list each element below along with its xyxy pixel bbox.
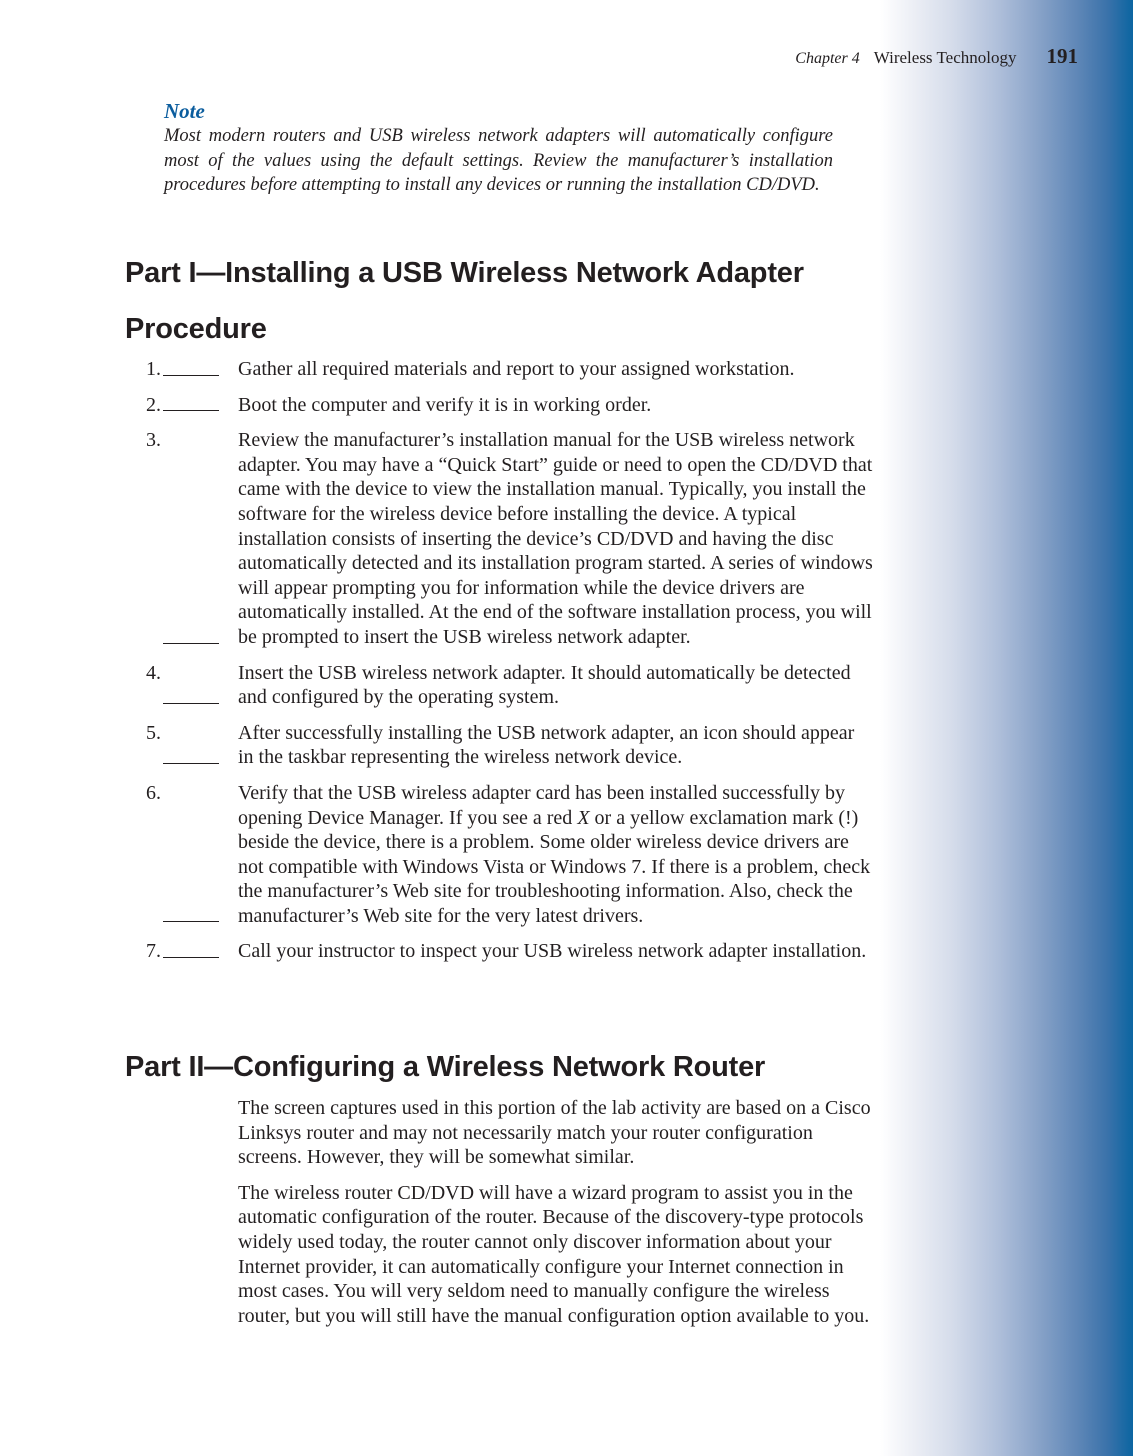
step-checkoff-blank bbox=[163, 393, 219, 418]
procedure-steps-list bbox=[125, 357, 885, 975]
chapter-title: Wireless Technology bbox=[873, 48, 1017, 67]
procedure-step bbox=[125, 428, 885, 649]
part2-paragraph: The screen captures used in this portion of the lab activity are based on a Cisco Linksys router and may not necessarily match your router configuration screens. However, they will be somewhat similar. bbox=[238, 1097, 871, 1169]
procedure-step bbox=[125, 661, 885, 710]
procedure-step bbox=[125, 393, 885, 418]
part2-body bbox=[238, 1096, 874, 1339]
step-text: Gather all required materials and report to your assigned workstation. bbox=[238, 358, 795, 380]
step-checkoff-blank bbox=[163, 357, 219, 382]
step-checkoff-blank bbox=[163, 661, 219, 710]
step-text-part: Verify that the USB wireless adapter card has been installed successfully by opening Device Manager. If you see a red bbox=[238, 781, 846, 829]
step-number: 1. bbox=[146, 358, 161, 380]
step-checkoff-blank bbox=[163, 781, 219, 929]
step-text bbox=[238, 781, 874, 929]
step-checkoff-blank bbox=[163, 939, 219, 964]
procedure-heading: Procedure bbox=[125, 313, 267, 345]
page-number: 191 bbox=[1046, 44, 1078, 68]
procedure-step bbox=[125, 721, 885, 770]
step-text: Review the manufacturer’s installation manual for the USB wireless network adapter. You may have a “Quick Start” guide or need to open the CD/DVD that came with the device to view the installation manual. Typically, you install the software for the wireless device before installing the device. A typical installation consists of inserting the device’s CD/DVD and having the disc automatically detected and its installation program started. A series of windows will appear prompting you for information while the device drivers are automatically installed. At the end of the software installation process, you will be prompted to insert the USB wireless network adapter. bbox=[238, 429, 873, 648]
step-number: 2. bbox=[146, 393, 161, 416]
step-number: 4. bbox=[146, 661, 161, 684]
step-number: 6. bbox=[146, 781, 161, 804]
step-text: Call your instructor to inspect your USB wireless network adapter installation. bbox=[238, 940, 867, 963]
step-number: 5. bbox=[146, 721, 161, 744]
part1-heading: Part I—Installing a USB Wireless Network Adapter bbox=[125, 257, 804, 289]
note-text: Most modern routers and USB wireless network adapters will automatically configure most of the values using the default settings. Review the manufacturer’s installation procedures before attempting to install any devices or running the installation CD/DVD. bbox=[164, 126, 833, 196]
step-number: 7. bbox=[146, 940, 161, 963]
note-box bbox=[164, 98, 833, 198]
running-head bbox=[700, 44, 1078, 69]
step-text: Boot the computer and verify it is in working order. bbox=[238, 393, 652, 416]
procedure-step bbox=[125, 357, 885, 382]
step-text-italic: X bbox=[577, 806, 590, 829]
step-checkoff-blank bbox=[163, 721, 219, 770]
step-text-part: or a yellow exclamation mark (!) beside the device, there is a problem. Some older wireless device drivers are not compatible with Windows Vista or Windows 7. If there is a problem, check the manufacturer’s Web site for troubleshooting information. Also, check the manufacturer’s Web site for the very latest drivers. bbox=[238, 806, 871, 927]
chapter-label: Chapter 4 bbox=[795, 50, 860, 67]
procedure-step bbox=[125, 781, 885, 929]
decorative-side-gradient-band bbox=[880, 0, 1133, 1456]
part2-paragraph: The wireless router CD/DVD will have a wizard program to assist you in the automatic configuration of the router. Because of the discovery-type protocols widely used today, the router cannot only discover information about your Internet provider, it can automatically configure your Internet connection in most cases. You will very seldom need to manually configure the wireless router, but you will still have the manual configuration option available to you. bbox=[238, 1181, 870, 1327]
procedure-step bbox=[125, 939, 885, 964]
step-text: Insert the USB wireless network adapter. It should automatically be detected and configured by the operating system. bbox=[238, 661, 851, 709]
step-checkoff-blank bbox=[163, 428, 219, 649]
step-number: 3. bbox=[146, 429, 161, 452]
part2-heading: Part II—Configuring a Wireless Network Router bbox=[125, 1051, 766, 1083]
note-label: Note bbox=[164, 99, 205, 123]
step-text: After successfully installing the USB network adapter, an icon should appear in the taskbar representing the wireless network device. bbox=[238, 721, 855, 769]
